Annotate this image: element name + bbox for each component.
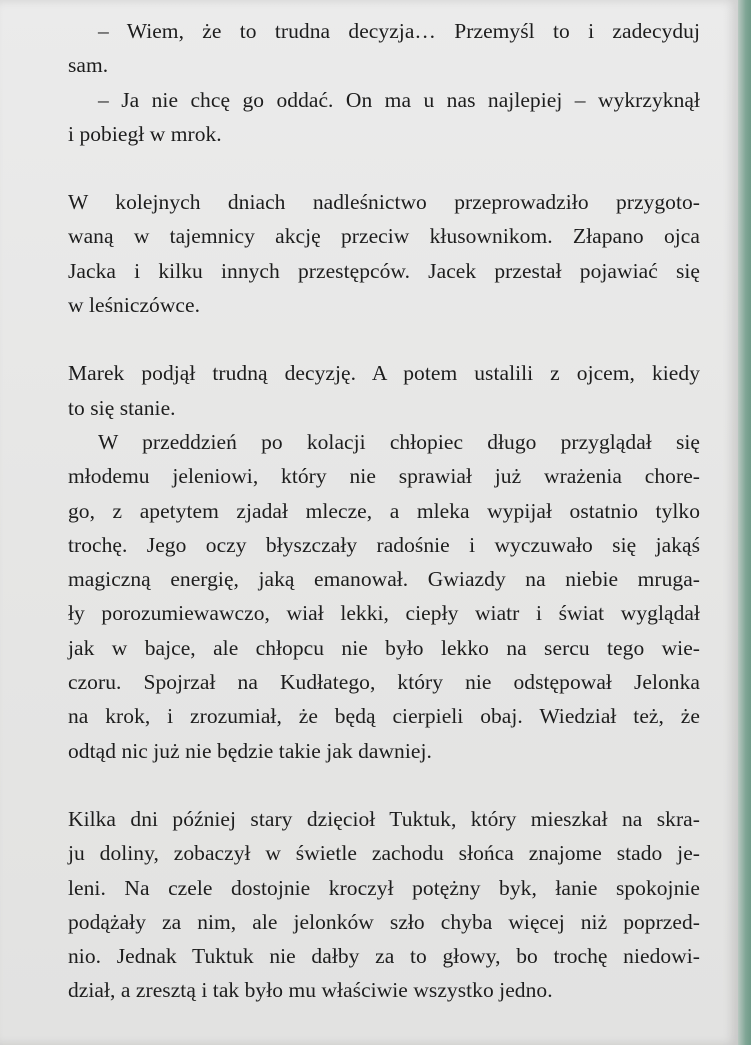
- text-line: W przeddzień po kolacji chłopiec długo przyglądał się: [98, 429, 700, 454]
- text-line: leni. Na czele dostojnie kroczył potężny byk, łanie spokojnie: [68, 875, 700, 900]
- paragraph: [68, 802, 700, 1008]
- text-line: jak w bajce, ale chłopcu nie było lekko na sercu tego wie-: [68, 635, 700, 660]
- text-line: czoru. Spojrzał na Kudłatego, który nie odstępował Jelonka: [68, 670, 700, 695]
- text-line: go, z apetytem zjadał mlecze, a mleka wypijał ostatnio tylko: [68, 498, 700, 523]
- text-line: waną w tajemnicy akcję przeciw kłusownikom. Złapano ojca: [68, 224, 700, 249]
- text-line: W kolejnych dniach nadleśnictwo przeprowadziło przygoto-: [68, 190, 700, 215]
- text-line: Kilka dni później stary dzięcioł Tuktuk, który mieszkał na skra-: [68, 806, 700, 831]
- paragraph: [68, 14, 700, 83]
- paragraph-gap: [68, 768, 700, 802]
- text-line: dział, a zresztą i tak było mu właściwie wszystko jedno.: [68, 978, 553, 1003]
- text-line: Jacka i kilku innych przestępców. Jacek przestał pojawiać się: [68, 258, 700, 283]
- text-line: to się stanie.: [68, 395, 176, 420]
- paragraph-gap: [68, 151, 700, 185]
- text-line: ju doliny, zobaczył w świetle zachodu słońca znajome stado je-: [68, 841, 700, 866]
- text-line: – Wiem, że to trudna decyzja… Przemyśl to i zadecyduj: [98, 19, 700, 43]
- text-line: i pobiegł w mrok.: [68, 121, 222, 146]
- text-line: młodemu jeleniowi, który nie sprawiał już wrażenia chore-: [68, 464, 700, 489]
- text-line: – Ja nie chcę go oddać. On ma u nas najlepiej – wykrzyknął: [98, 87, 700, 112]
- text-line: nio. Jednak Tuktuk nie dałby za to głowy, bo trochę niedowi-: [68, 944, 700, 969]
- text-line: w leśniczówce.: [68, 293, 201, 318]
- text-line: trochę. Jego oczy błyszczały radośnie i wyczuwało się jakąś: [68, 532, 700, 557]
- text-line: magiczną energię, jaką emanował. Gwiazdy na niebie mruga-: [68, 567, 700, 592]
- text-line: Marek podjął trudną decyzję. A potem ustalili z ojcem, kiedy: [68, 361, 700, 386]
- text-line: podążały za nim, ale jelonków szło chyba więcej niż poprzed-: [68, 909, 700, 934]
- text-line: odtąd nic już nie będzie takie jak dawniej.: [68, 738, 432, 763]
- paragraph-gap: [68, 322, 700, 356]
- paragraph: [68, 356, 700, 425]
- text-line: na krok, i zrozumiał, że będą cierpieli obaj. Wiedział też, że: [68, 704, 700, 729]
- paragraph: [68, 83, 700, 152]
- text-line: sam.: [68, 53, 109, 78]
- paragraph: [68, 425, 700, 768]
- page-text: [68, 14, 700, 1008]
- page-edge: [738, 0, 751, 1045]
- text-line: ły porozumiewawczo, wiał lekki, ciepły wiatr i świat wyglądał: [68, 601, 700, 626]
- paragraph: [68, 185, 700, 322]
